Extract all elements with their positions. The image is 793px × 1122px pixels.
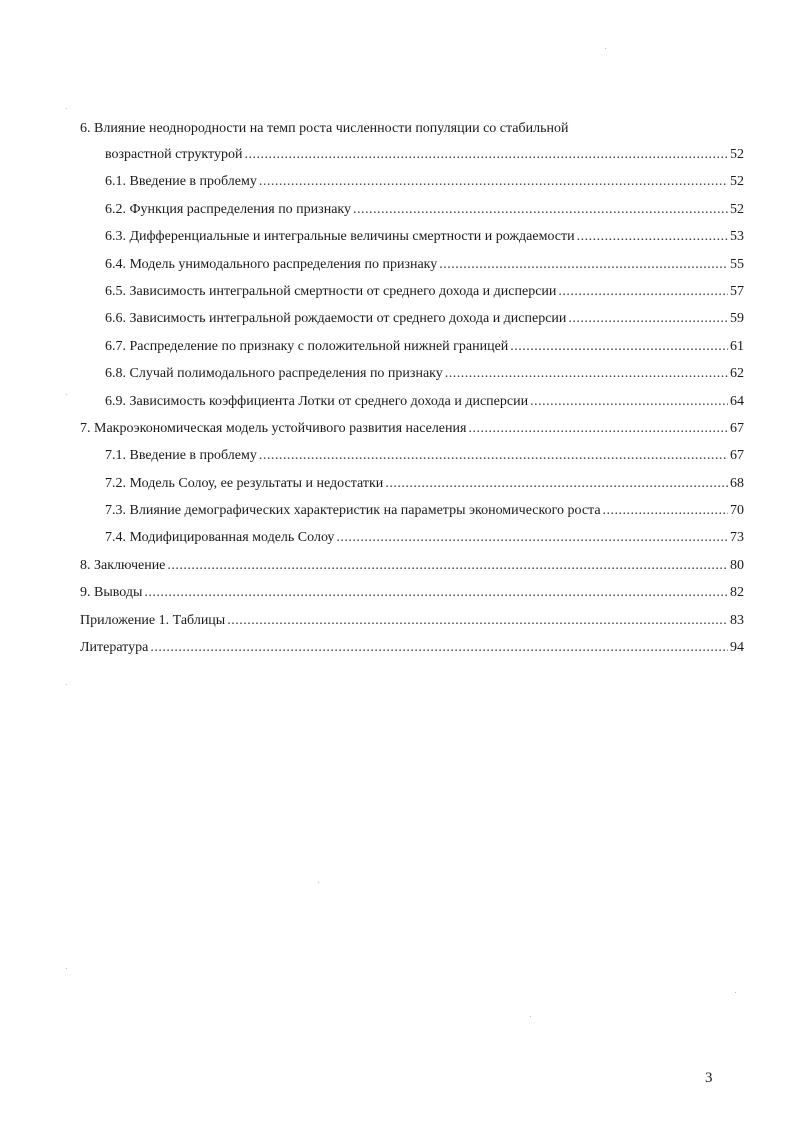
scan-speck	[66, 968, 67, 969]
toc-entry	[80, 579, 744, 606]
toc-entry-title: 6.5. Зависимость интегральной смертности от среднего дохода и дисперсии	[105, 283, 557, 299]
toc-dot-leader	[353, 196, 728, 223]
toc-entry	[80, 333, 744, 360]
toc-dot-leader	[445, 360, 728, 387]
toc-dot-leader	[530, 388, 728, 415]
toc-entry	[80, 360, 744, 387]
toc-entry-title: 7. Макроэкономическая модель устойчивого развития населения	[80, 420, 467, 436]
toc-entry-title: 6.8. Случай полимодального распределения по признаку	[105, 366, 443, 382]
toc-entry	[80, 196, 744, 223]
toc-entry-title: 6.6. Зависимость интегральной рождаемости от среднего дохода и дисперсии	[105, 311, 567, 327]
scan-speck	[66, 684, 67, 685]
toc-entry-title: 7.4. Модифицированная модель Солоу	[105, 530, 335, 546]
toc-entry-page: 80	[730, 557, 744, 573]
table-of-contents	[80, 116, 744, 661]
toc-entry-page: 61	[730, 338, 744, 354]
toc-entry-page: 64	[730, 393, 744, 409]
scan-speck	[605, 48, 606, 49]
toc-entry	[80, 251, 744, 278]
toc-entry	[80, 141, 744, 168]
toc-dot-leader	[439, 251, 728, 278]
toc-entry-title: 6.9. Зависимость коэффициента Лотки от среднего дохода и дисперсии	[105, 393, 529, 409]
toc-entry	[80, 442, 744, 469]
toc-dot-leader	[385, 470, 728, 497]
toc-dot-leader	[336, 524, 728, 551]
toc-entry-title: 9. Выводы	[80, 585, 143, 601]
toc-entry-page: 82	[730, 585, 744, 601]
toc-entry-title: 6.7. Распределение по признаку с положительной нижней границей	[105, 338, 509, 354]
toc-entry	[80, 634, 744, 661]
toc-entry	[80, 168, 744, 195]
toc-entry-page: 52	[730, 147, 744, 162]
toc-dot-leader	[244, 141, 728, 168]
toc-section-heading	[80, 116, 744, 141]
toc-entry-page: 68	[730, 475, 744, 491]
toc-dot-leader	[468, 415, 728, 442]
scan-speck	[530, 1016, 531, 1017]
toc-entry-page: 52	[730, 201, 744, 217]
toc-entry-title: Литература	[80, 640, 149, 656]
toc-entry-title: 6.3. Дифференциальные и интегральные величины смертности и рождаемости	[105, 229, 575, 245]
toc-entry	[80, 497, 744, 524]
toc-entry-title: 7.3. Влияние демографических характеристик на параметры экономического роста	[105, 503, 601, 519]
scan-speck	[66, 108, 67, 109]
toc-entry-title: 7.1. Введение в проблему	[105, 448, 257, 464]
toc-dot-leader	[259, 168, 728, 195]
toc-dot-leader	[150, 634, 728, 661]
toc-dot-leader	[568, 305, 728, 332]
toc-entry-title: 6.2. Функция распределения по признаку	[105, 201, 352, 217]
toc-entry	[80, 552, 744, 579]
toc-dot-leader	[558, 278, 728, 305]
toc-dot-leader	[603, 497, 728, 524]
toc-entry-title: 6.4. Модель унимодального распределения по признаку	[105, 256, 438, 272]
toc-entry	[80, 278, 744, 305]
page-number: 3	[705, 1070, 713, 1086]
toc-dot-leader	[259, 442, 728, 469]
toc-entry-page: 59	[730, 311, 744, 327]
toc-entry	[80, 524, 744, 551]
toc-entry	[80, 470, 744, 497]
toc-entry-title: 6.1. Введение в проблему	[105, 174, 257, 190]
toc-dot-leader	[167, 552, 728, 579]
toc-entry-page: 52	[730, 174, 744, 190]
toc-dot-leader	[577, 223, 728, 250]
toc-entry-title: Приложение 1. Таблицы	[80, 612, 226, 628]
toc-entry-page: 83	[730, 612, 744, 628]
scan-speck	[735, 992, 736, 993]
toc-dot-leader	[510, 333, 728, 360]
toc-entry-title: возрастной структурой	[105, 147, 243, 162]
toc-entry	[80, 223, 744, 250]
toc-entry-page: 62	[730, 366, 744, 382]
toc-dot-leader	[144, 579, 728, 606]
toc-entry-page: 53	[730, 229, 744, 245]
toc-entry-page: 57	[730, 283, 744, 299]
toc-entry-page: 67	[730, 420, 744, 436]
toc-entry-page: 73	[730, 530, 744, 546]
toc-entry-title: 8. Заключение	[80, 557, 166, 573]
scan-speck	[318, 882, 319, 883]
toc-entry	[80, 305, 744, 332]
toc-section-heading-text: 6. Влияние неоднородности на темп роста численности популяции со стабильной	[80, 121, 569, 136]
toc-entry	[80, 607, 744, 634]
toc-entry-page: 94	[730, 640, 744, 656]
toc-entry-page: 67	[730, 448, 744, 464]
scan-speck	[66, 394, 67, 395]
toc-entry-page: 70	[730, 503, 744, 519]
toc-entry	[80, 388, 744, 415]
toc-dot-leader	[227, 607, 728, 634]
toc-entry-page: 55	[730, 256, 744, 272]
toc-entry-title: 7.2. Модель Солоу, ее результаты и недостатки	[105, 475, 384, 491]
toc-entry	[80, 415, 744, 442]
